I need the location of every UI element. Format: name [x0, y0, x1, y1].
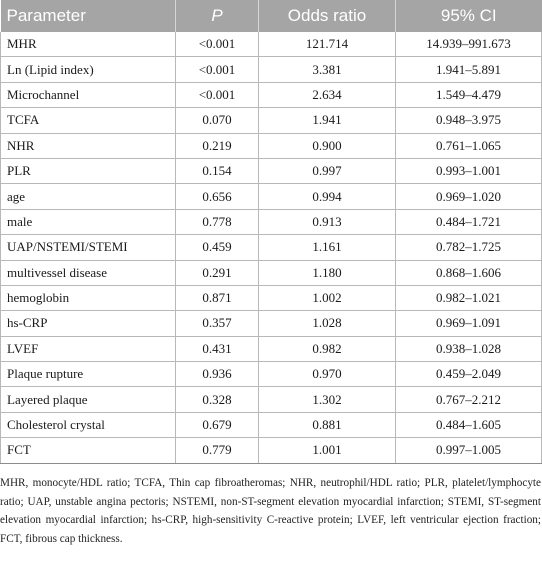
cell-odds-ratio: 1.161 [259, 235, 396, 260]
cell-odds-ratio: 1.002 [259, 285, 396, 310]
cell-odds-ratio: 1.941 [259, 108, 396, 133]
cell-confidence-interval: 0.993–1.001 [396, 158, 542, 183]
table-row [1, 235, 542, 260]
cell-odds-ratio: 121.714 [259, 32, 396, 57]
cell-odds-ratio: 0.900 [259, 133, 396, 158]
cell-confidence-interval: 0.997–1.005 [396, 438, 542, 463]
cell-parameter: male [1, 209, 176, 234]
cell-confidence-interval: 0.982–1.021 [396, 285, 542, 310]
cell-odds-ratio: 0.997 [259, 158, 396, 183]
cell-odds-ratio: 1.001 [259, 438, 396, 463]
table-row [1, 438, 542, 463]
cell-parameter: UAP/NSTEMI/STEMI [1, 235, 176, 260]
table-row [1, 82, 542, 107]
cell-odds-ratio: 3.381 [259, 57, 396, 82]
cell-p-value: <0.001 [176, 32, 259, 57]
cell-p-value: 0.871 [176, 285, 259, 310]
cell-p-value: 0.779 [176, 438, 259, 463]
cell-odds-ratio: 0.982 [259, 336, 396, 361]
cell-confidence-interval: 0.782–1.725 [396, 235, 542, 260]
cell-parameter: Microchannel [1, 82, 176, 107]
cell-parameter: NHR [1, 133, 176, 158]
cell-odds-ratio: 0.994 [259, 184, 396, 209]
cell-p-value: 0.656 [176, 184, 259, 209]
cell-odds-ratio: 1.180 [259, 260, 396, 285]
table-row [1, 158, 542, 183]
cell-confidence-interval: 1.941–5.891 [396, 57, 542, 82]
table-header [1, 0, 542, 32]
table-row [1, 336, 542, 361]
cell-p-value: 0.679 [176, 412, 259, 437]
cell-confidence-interval: 1.549–4.479 [396, 82, 542, 107]
cell-p-value: 0.778 [176, 209, 259, 234]
table-row [1, 362, 542, 387]
cell-p-value: 0.431 [176, 336, 259, 361]
table-row [1, 387, 542, 412]
cell-odds-ratio: 1.302 [259, 387, 396, 412]
cell-parameter: Cholesterol crystal [1, 412, 176, 437]
header-row [1, 0, 542, 32]
cell-p-value: 0.357 [176, 311, 259, 336]
cell-p-value: <0.001 [176, 82, 259, 107]
cell-p-value: 0.219 [176, 133, 259, 158]
cell-parameter: hemoglobin [1, 285, 176, 310]
header-odds-ratio: Odds ratio [259, 0, 396, 32]
table-row [1, 32, 542, 57]
table-footnote: MHR, monocyte/HDL ratio; TCFA, Thin cap fibroatheromas; NHR, neutrophil/HDL ratio; PLR, platelet/lymphocyte ratio; UAP, unstable angina pectoris; NSTEMI, non-ST-segment elevation myocardial infarction; STEMI, ST-segment elevation myocardial infarction; hs-CRP, high-sensitivity C-reactive protein; LVEF, left ventricular ejection fraction; FCT, fibrous cap thickness. [0, 477, 541, 545]
cell-parameter: LVEF [1, 336, 176, 361]
cell-parameter: hs-CRP [1, 311, 176, 336]
table-row [1, 311, 542, 336]
header-confidence-interval: 95% CI [396, 0, 542, 32]
cell-confidence-interval: 0.484–1.605 [396, 412, 542, 437]
cell-confidence-interval: 0.484–1.721 [396, 209, 542, 234]
cell-confidence-interval: 0.761–1.065 [396, 133, 542, 158]
cell-confidence-interval: 0.767–2.212 [396, 387, 542, 412]
cell-p-value: 0.936 [176, 362, 259, 387]
cell-odds-ratio: 0.970 [259, 362, 396, 387]
cell-confidence-interval: 0.969–1.020 [396, 184, 542, 209]
table-row [1, 209, 542, 234]
cell-parameter: multivessel disease [1, 260, 176, 285]
cell-confidence-interval: 0.459–2.049 [396, 362, 542, 387]
cell-parameter: PLR [1, 158, 176, 183]
cell-p-value: 0.328 [176, 387, 259, 412]
cell-p-value: 0.291 [176, 260, 259, 285]
cell-odds-ratio: 1.028 [259, 311, 396, 336]
table-row [1, 108, 542, 133]
cell-confidence-interval: 0.948–3.975 [396, 108, 542, 133]
cell-p-value: 0.154 [176, 158, 259, 183]
table-row [1, 412, 542, 437]
cell-p-value: <0.001 [176, 57, 259, 82]
table-row [1, 260, 542, 285]
cell-confidence-interval: 14.939–991.673 [396, 32, 542, 57]
header-p-value: P [176, 0, 259, 32]
cell-odds-ratio: 0.913 [259, 209, 396, 234]
cell-odds-ratio: 2.634 [259, 82, 396, 107]
cell-parameter: TCFA [1, 108, 176, 133]
cell-parameter: Layered plaque [1, 387, 176, 412]
cell-confidence-interval: 0.868–1.606 [396, 260, 542, 285]
header-parameter: Parameter [1, 0, 176, 32]
table-row [1, 184, 542, 209]
cell-confidence-interval: 0.938–1.028 [396, 336, 542, 361]
cell-parameter: Ln (Lipid index) [1, 57, 176, 82]
cell-p-value: 0.459 [176, 235, 259, 260]
table-row [1, 285, 542, 310]
table-row [1, 133, 542, 158]
table-body [1, 32, 542, 463]
cell-parameter: age [1, 184, 176, 209]
cell-parameter: FCT [1, 438, 176, 463]
table-row [1, 57, 542, 82]
cell-odds-ratio: 0.881 [259, 412, 396, 437]
cell-confidence-interval: 0.969–1.091 [396, 311, 542, 336]
cell-parameter: Plaque rupture [1, 362, 176, 387]
cell-parameter: MHR [1, 32, 176, 57]
cell-p-value: 0.070 [176, 108, 259, 133]
